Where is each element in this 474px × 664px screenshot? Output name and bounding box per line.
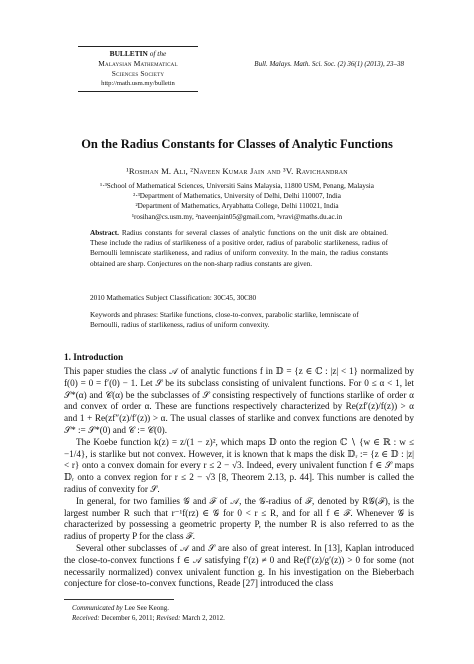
received-label: Received: [72, 614, 100, 622]
received-line [72, 613, 225, 623]
communicated-line [72, 603, 225, 613]
communicated-label: Communicated by [72, 604, 123, 612]
paper-authors: ¹Rosihan M. Ali, ²Naveen Kumar Jain and ³V. Ravichandran [126, 166, 348, 176]
keywords: Keywords and phrases: Starlike functions, close-to-convex, parabolic starlike, lemniscate of Bernoulli, radius of starlikeness, radius of uniform convexity. [90, 310, 359, 330]
journal-society-line1: Malaysian Mathematical [98, 59, 178, 68]
body-paragraph: In general, for two families 𝒢 and ℱ of 𝒜, the 𝒢-radius of ℱ, denoted by R𝒢(ℱ), is the largest number R such that r⁻¹f(rz) ∈ 𝒢 for 0 < r ≤ R, and for all f ∈ ℱ. Whenever 𝒢 is characterized by possessing a geometric property P, the number R is also referred to as the radius of property P for the class ℱ. [64, 495, 414, 542]
body-paragraph: This paper studies the class 𝒜 of analytic functions f in 𝔻 = {z ∈ ℂ : |z| < 1} normalized by f(0) = 0 = f′(0) − 1. Let 𝒮 be its subclass consisting of univalent functions. For 0 ≤ α < 1, let 𝒮*(α) and 𝒞(α) be the subclasses of 𝒮 consisting respectively of functions starlike of order α and convex of order α. These are functions respectively characterized by Re(zf′(z)/f(z)) > α and 1 + Re(zf″(z)/f′(z)) > α. The usual classes of starlike and convex functions are denoted by 𝒮* := 𝒮*(0) and 𝒞 := 𝒞(0). [64, 366, 414, 435]
affiliation-line: ²·³Department of Mathematics, University of Delhi, Delhi 110007, India [133, 192, 341, 201]
abstract-label: Abstract. [90, 228, 119, 237]
author-emails: ¹rosihan@cs.usm.my, ²naveenjain05@gmail.com, ³vravi@maths.du.ac.in [131, 212, 343, 221]
affiliation-line: ²Department of Mathematics, Aryabhatta College, Delhi 110021, India [135, 202, 339, 211]
journal-society-line2: Sciences Society [111, 69, 165, 78]
author-affiliations [0, 181, 474, 222]
body-paragraph: The Koebe function k(z) = z/(1 − z)², which maps 𝔻 onto the region ℂ ∖ {w ∈ ℝ : w ≤ −1/4}, is starlike but not convex. However, it is known that k maps the disk 𝔻ᵣ := {z ∈ 𝔻 : |z| < r} onto a convex domain for every r ≤ 2 − √3. Indeed, every univalent function f ∈ 𝒮 maps 𝔻ᵣ onto a convex region for r ≤ 2 − √3 [8, Theorem 2.13, p. 44]. This number is called the radius of convexity for 𝒮. [64, 436, 414, 494]
footnote-rule [64, 599, 174, 600]
introduction-body [64, 366, 414, 590]
communicated-name: Lee See Keong. [122, 604, 170, 612]
body-paragraph: Several other subclasses of 𝒜 and 𝒮 are also of great interest. In [13], Kaplan introduced the close-to-convex functions f ∈ 𝒜 satisfying f′(z) ≠ 0 and Re(f′(z)/g′(z)) > 0 for some (not necessarily normalized) convex univalent function g. In his investigation on the Bieberbach conjecture for close-to-convex functions, Reade [27] introduced the class [64, 542, 414, 589]
footnote [72, 603, 225, 623]
received-date: December 6, 2011; [99, 614, 157, 622]
masthead-top-rule [78, 46, 198, 47]
journal-masthead [78, 46, 198, 92]
abstract [90, 228, 388, 269]
affiliation-line: ¹·³School of Mathematical Sciences, Universiti Sains Malaysia, 11800 USM, Penang, Malaysia [100, 182, 374, 190]
journal-name-rest: of the [147, 49, 167, 58]
revised-date: March 2, 2012. [180, 614, 225, 622]
journal-name-line [78, 49, 198, 59]
msc-classification: 2010 Mathematics Subject Classification: 30C45, 30C80 [90, 293, 257, 302]
abstract-text: Radius constants for several classes of analytic functions on the unit disk are obtained. These include the radius of starlikeness of a positive order, radius of parabolic starlikeness, radius of Bernoulli lemniscate starlikeness, and radius of uniform convexity. In the main, the radius constants obtained are sharp. Conjectures on the non-sharp radius constants are given. [90, 228, 388, 268]
journal-name-bold: BULLETIN [109, 49, 148, 58]
journal-citation: Bull. Malays. Math. Sci. Soc. (2) 36(1) (2013), 23–38 [254, 60, 404, 68]
paper-title: On the Radius Constants for Classes of Analytic Functions [81, 137, 393, 151]
section-heading: 1. Introduction [64, 352, 124, 362]
revised-label: Revised: [156, 614, 181, 622]
journal-url[interactable]: http://math.usm.my/bulletin [101, 80, 175, 87]
masthead-bottom-rule [78, 91, 198, 92]
